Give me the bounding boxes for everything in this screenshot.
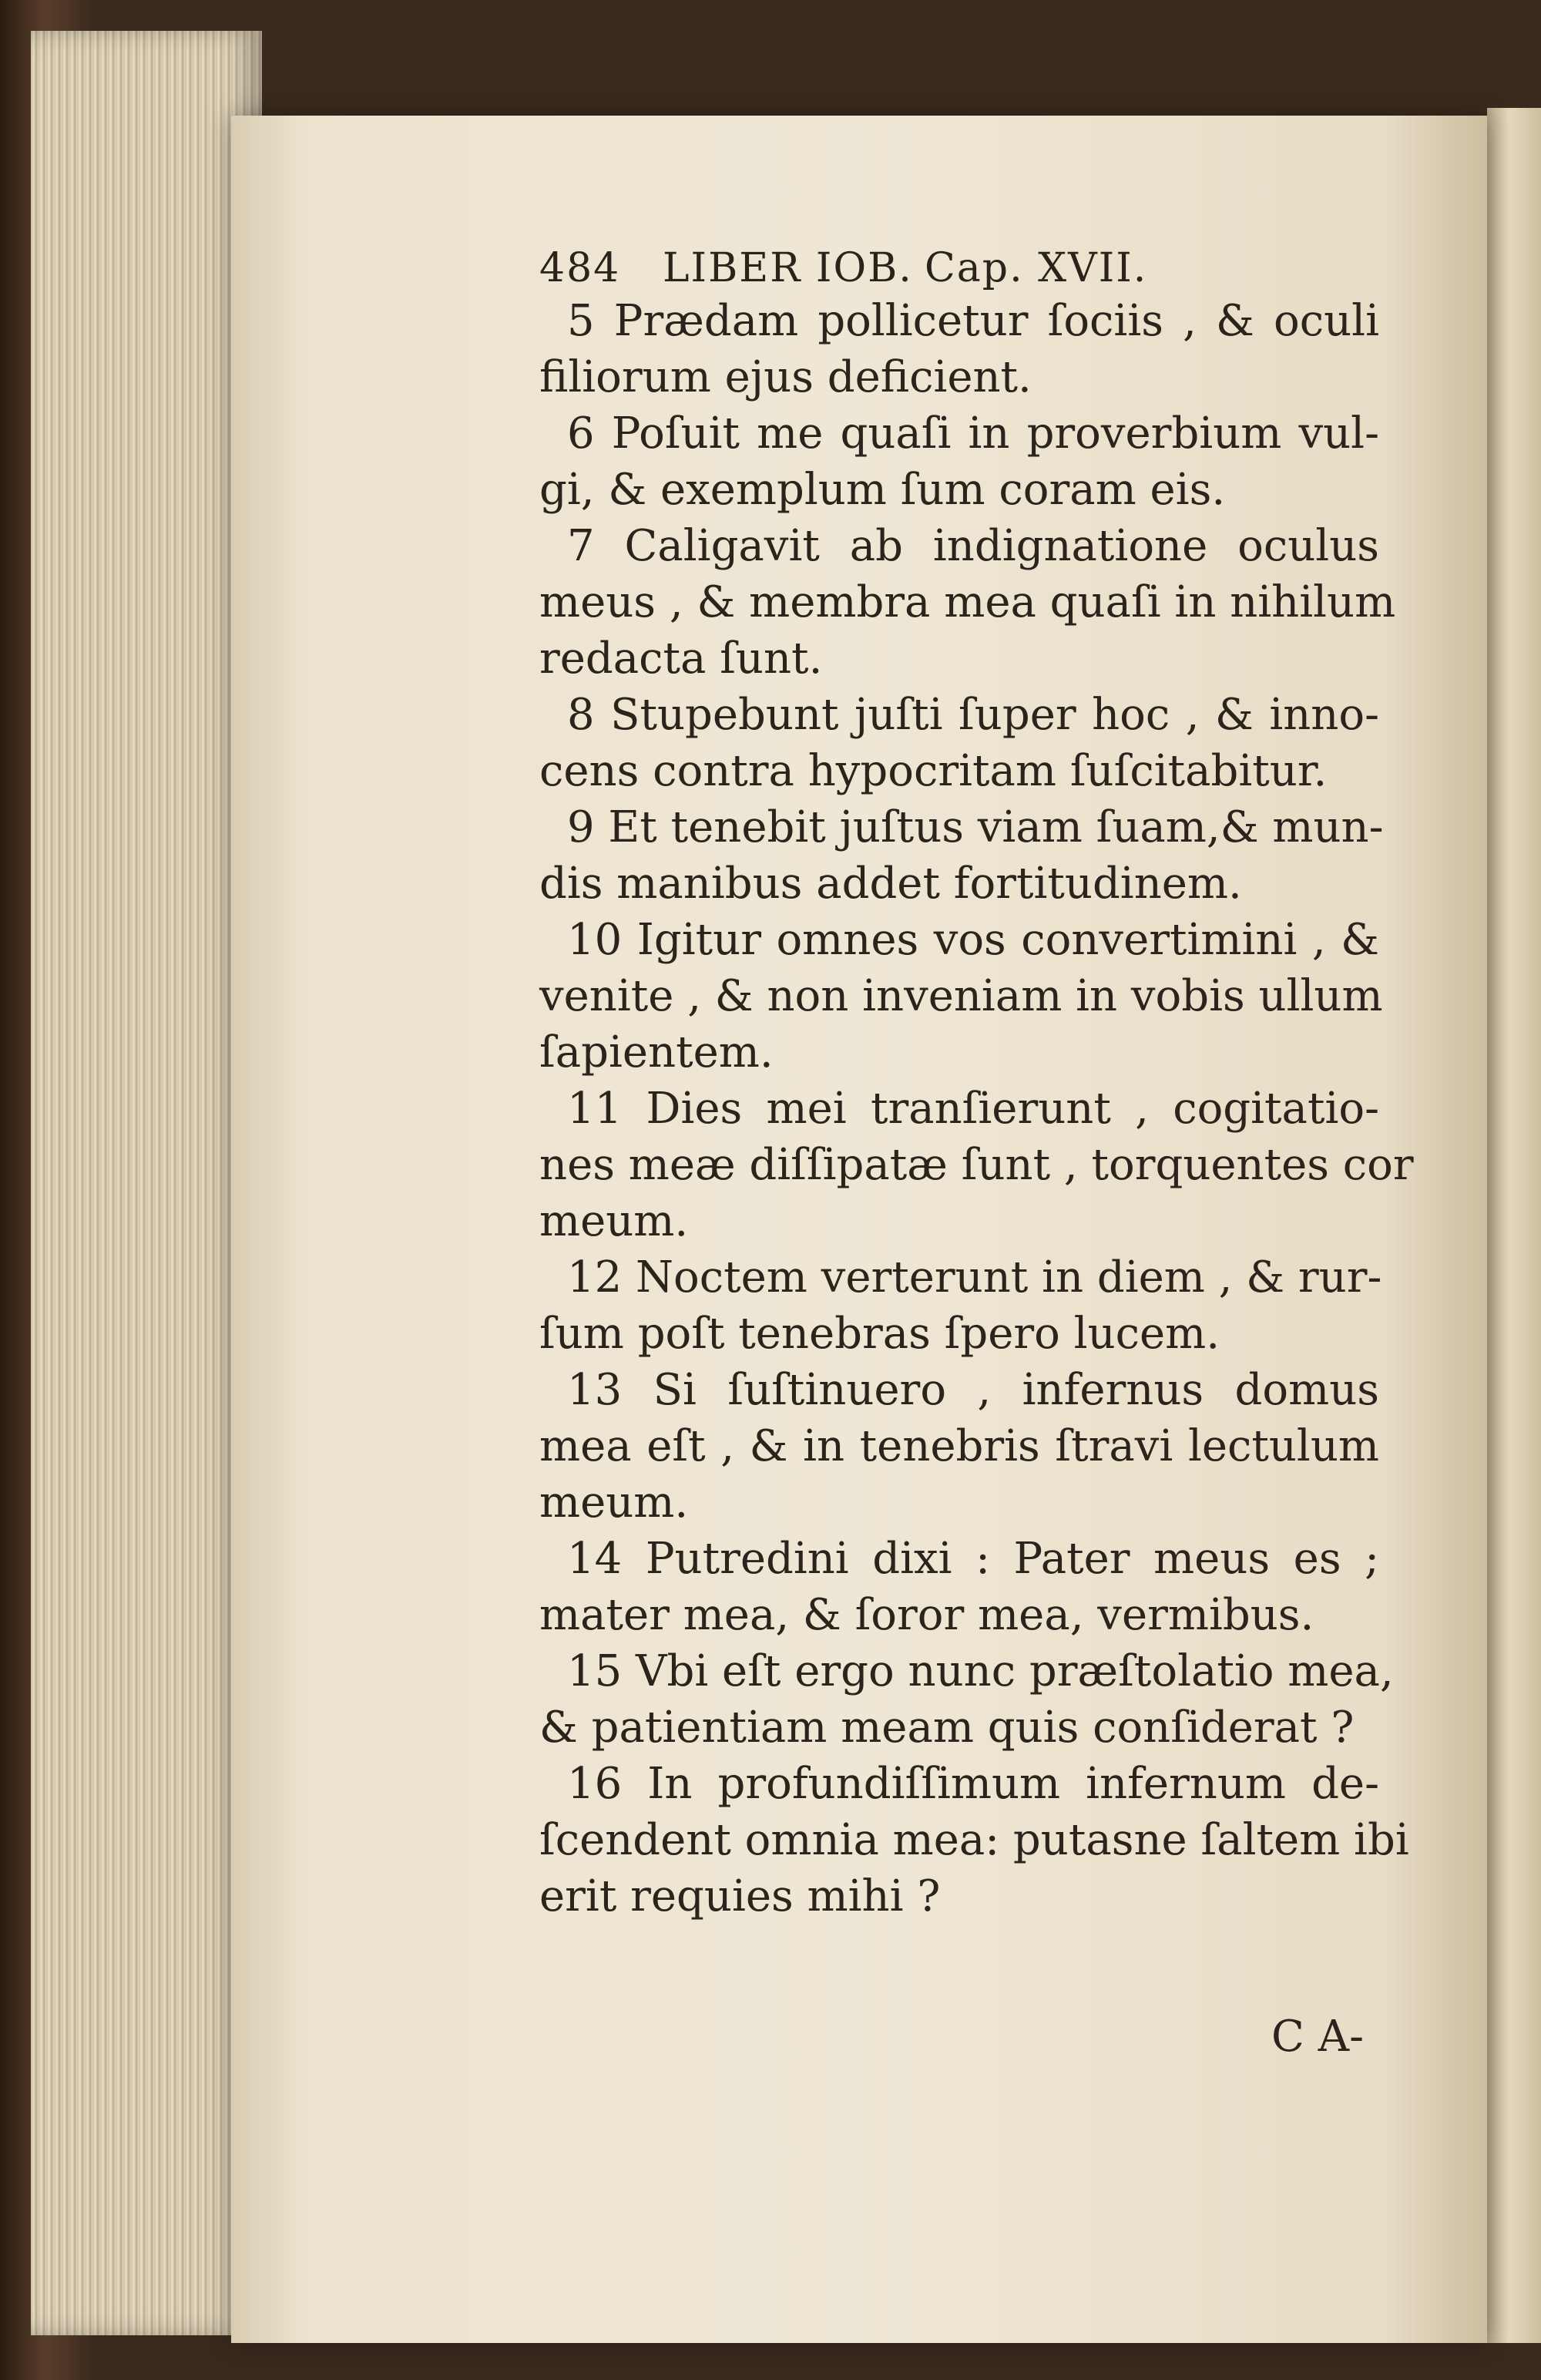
text-line: venite , & non inveniam in vobis ullum: [539, 971, 1383, 1021]
text-line: 12 Noctem verterunt in diem , & rur-: [567, 1252, 1382, 1303]
book-title: LIBER IOB.: [663, 245, 913, 291]
text-line: 9 Et tenebit juſtus viam ſuam,& mun-: [567, 802, 1384, 852]
text-line: meus , & membra mea quaſi in nihilum: [539, 577, 1396, 627]
text-line: 7 Caligavit ab indignatione oculus: [567, 521, 1379, 571]
text-line: dis manibus addet fortitudinem.: [539, 859, 1242, 909]
text-line: nes meæ diſſipatæ ſunt , torquentes cor: [539, 1140, 1414, 1190]
text-line: 5 Prædam pollicetur ſociis , & oculi: [567, 296, 1379, 346]
text-line: & patientiam meam quis conſiderat ?: [539, 1703, 1355, 1753]
text-line: 16 In profundiſſimum infernum de-: [567, 1759, 1379, 1809]
text-line: 11 Dies mei tranſierunt , cogitatio-: [567, 1084, 1379, 1134]
text-line: 8 Stupebunt juſti ſuper hoc , & inno-: [567, 690, 1379, 740]
text-line: 13 Si ſuſtinuero , infernus domus: [567, 1365, 1379, 1415]
body-text: [539, 293, 1414, 1925]
page-edges: [31, 31, 262, 2335]
page-number: 484: [539, 245, 621, 291]
text-line: 15 Vbi eſt ergo nunc præſtolatio mea,: [567, 1646, 1394, 1696]
text-line: 14 Putredini dixi : Pater meus es ;: [567, 1534, 1379, 1584]
catchword: C A-: [1271, 2012, 1365, 2062]
text-line: meum.: [539, 1477, 689, 1528]
text-line: erit requies mihi ?: [539, 1871, 941, 1921]
text-line: mea eſt , & in tenebris ſtravi lectulum: [539, 1421, 1379, 1471]
text-line: gi, & exemplum ſum coram eis.: [539, 465, 1226, 515]
chapter-label: Cap. XVII.: [925, 245, 1148, 291]
text-line: ſum poſt tenebras ſpero lucem.: [539, 1309, 1220, 1359]
text-line: ſapientem.: [539, 1027, 774, 1077]
text-line: filiorum ejus deficient.: [539, 352, 1032, 402]
text-line: cens contra hypocritam ſuſcitabitur.: [539, 746, 1328, 796]
next-page-edge: [1487, 108, 1541, 2343]
text-line: redacta ſunt.: [539, 634, 823, 684]
text-line: 6 Poſuit me quaſi in proverbium vul-: [567, 408, 1379, 459]
text-line: 10 Igitur omnes vos convertimini , &: [567, 915, 1379, 965]
running-header: [539, 245, 1310, 299]
text-line: meum.: [539, 1196, 689, 1246]
text-line: ſcendent omnia mea: putasne ſaltem ibi: [539, 1815, 1409, 1865]
text-line: mater mea, & ſoror mea, vermibus.: [539, 1590, 1314, 1640]
